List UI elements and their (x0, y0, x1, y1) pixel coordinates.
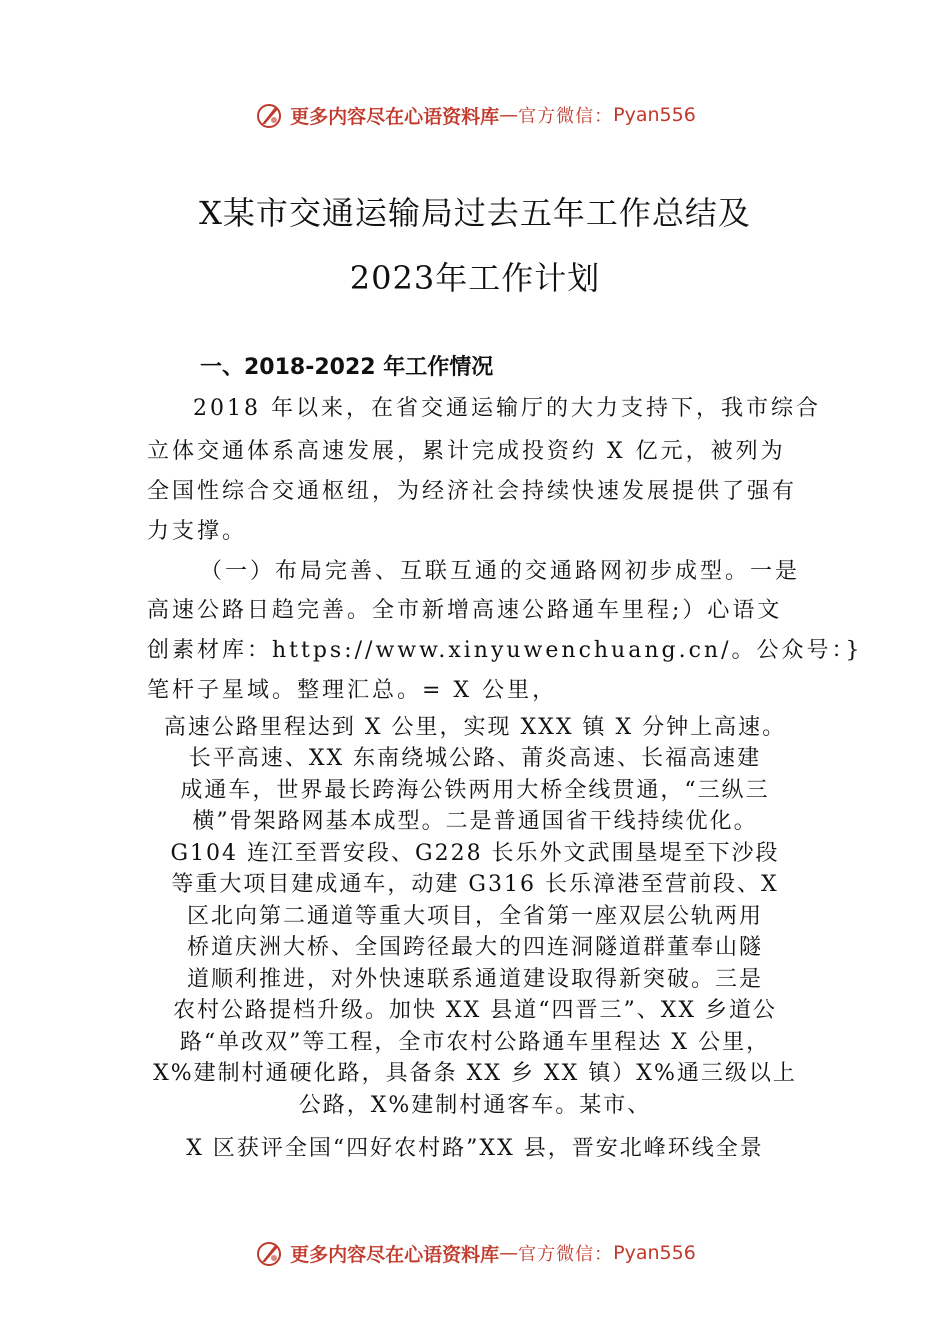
paragraph-line: 笔杆子星域。整理汇总。= X 公里， (147, 678, 558, 703)
watermark-label: 官方微信： (518, 1244, 614, 1265)
paragraph-line: 力支撑。 (147, 519, 248, 544)
header-watermark (0, 95, 950, 135)
document-title-line1: X某市交通运输局过去五年工作总结及 (199, 194, 751, 232)
paragraph-line: X 区获评全国“四好农村路”XX 县，晋安北峰环线全景 (186, 1136, 764, 1161)
paragraph-line: G104 连江至晋安段、G228 长乐外文武围垦堤至下沙段 (170, 841, 780, 866)
paragraph-line: X%建制村通硬化路，具备条 XX 乡 XX 镇）X%通三级以上 (153, 1061, 797, 1086)
document-title-line2: 2023年工作计划 (349, 259, 601, 297)
watermark-label: 官方微信： (518, 106, 614, 127)
paragraph-line: 公路，X%建制村通客车。某市、 (298, 1093, 652, 1118)
paragraph-line: 长平高速、XX 东南绕城公路、莆炎高速、长福高速建 (188, 746, 762, 771)
watermark-id: Pyan556 (613, 1242, 696, 1264)
paragraph-line: 横”骨架路网基本成型。二是普通国省干线持续优化。 (192, 809, 758, 834)
paragraph-line: 创素材库：https://www.xinyuwenchuang.cn/。公众号：} (147, 638, 863, 663)
paragraph-line: 路“单改双”等工程，全市农村公路通车里程达 X 公里， (179, 1030, 771, 1055)
paragraph-line: 全国性综合交通枢纽，为经济社会持续快速发展提供了强有 (147, 479, 798, 504)
watermark-text: 更多内容尽在心语资料库 (290, 1243, 500, 1266)
paragraph-line: 等重大项目建成通车，动建 G316 长乐漳港至营前段、X (171, 872, 779, 897)
paragraph-line: 区北向第二通道等重大项目，全省第一座双层公轨两用 (186, 904, 763, 929)
paragraph-line: 成通车，世界最长跨海公铁两用大桥全线贯通，“三纵三 (180, 778, 770, 803)
paragraph-line: 道顺利推进，对外快速联系通道建设取得新突破。三是 (186, 967, 763, 992)
paragraph-line: 农村公路提档升级。加快 XX 县道“四晋三”、XX 乡道公 (172, 998, 778, 1023)
watermark-separator: — (499, 1242, 519, 1264)
paragraph-line: （一）布局完善、互联互通的交通路网初步成型。一是 (200, 559, 801, 584)
quill-logo-icon (254, 100, 284, 130)
watermark-id: Pyan556 (613, 104, 696, 126)
paragraph-line: 桥道庆洲大桥、全国跨径最大的四连洞隧道群董奉山隧 (186, 935, 763, 960)
section-heading: 一、2018-2022 年工作情况 (200, 355, 494, 380)
paragraph-line: 立体交通体系高速发展，累计完成投资约 X 亿元，被列为 (147, 439, 786, 464)
paragraph-line: 高速公路里程达到 X 公里，实现 XXX 镇 X 分钟上高速。 (163, 715, 787, 740)
paragraph-line: 高速公路日趋完善。全市新增高速公路通车里程;）心语文 (147, 598, 783, 623)
watermark-text: 更多内容尽在心语资料库 (290, 105, 500, 128)
watermark-separator: — (499, 104, 519, 126)
footer-watermark (0, 1233, 950, 1273)
quill-logo-icon (254, 1238, 284, 1268)
paragraph-line: 2018 年以来，在省交通运输厅的大力支持下，我市综合 (193, 396, 821, 421)
